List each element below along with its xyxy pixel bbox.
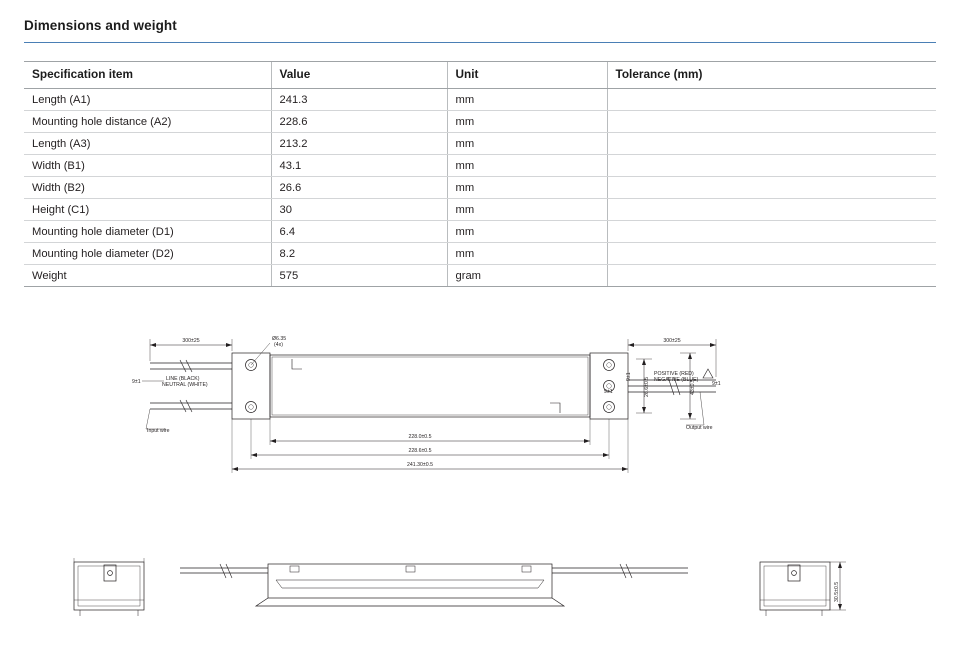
- cell-tolerance: [607, 111, 936, 133]
- column-header-tolerance: Tolerance (mm): [607, 62, 936, 89]
- label-output-wire-line2: NEGATIVE (BLUE): [654, 377, 699, 383]
- cell-unit: mm: [447, 221, 607, 243]
- column-header-unit: Unit: [447, 62, 607, 89]
- label-width-b1: 43±0.5: [690, 379, 696, 395]
- cell-value: 241.3: [271, 89, 447, 111]
- cell-tolerance: [607, 155, 936, 177]
- table-body: [24, 89, 936, 287]
- cell-item: Weight: [24, 265, 271, 287]
- label-input-caption: Input wire: [147, 428, 170, 434]
- cell-unit: mm: [447, 243, 607, 265]
- cell-value: 8.2: [271, 243, 447, 265]
- cell-value: 6.4: [271, 221, 447, 243]
- dimensions-table: [24, 61, 936, 287]
- label-dim-a2: 228.6±0.5: [408, 448, 432, 454]
- label-lead-left: 300±25: [182, 338, 200, 344]
- label-hole-count: (4x): [274, 342, 283, 348]
- table-row: [24, 221, 936, 243]
- table-row: [24, 243, 936, 265]
- technical-drawing-side-view: [60, 540, 860, 630]
- cell-item: Length (A3): [24, 133, 271, 155]
- cell-unit: mm: [447, 177, 607, 199]
- label-width-b2: 26.6±0.5: [644, 376, 650, 397]
- label-output-wire-line1: POSITIVE (RED): [654, 371, 694, 377]
- label-wire-right-dia: 9±1: [712, 381, 721, 387]
- section-header: [24, 18, 936, 43]
- cell-value: 228.6: [271, 111, 447, 133]
- cell-item: Width (B1): [24, 155, 271, 177]
- table-row: [24, 199, 936, 221]
- cell-tolerance: [607, 133, 936, 155]
- cell-unit: mm: [447, 199, 607, 221]
- table-header-row: [24, 62, 936, 89]
- cell-unit: mm: [447, 111, 607, 133]
- label-wire-left-dia: 9±1: [132, 379, 141, 385]
- cell-item: Mounting hole distance (A2): [24, 111, 271, 133]
- cell-item: Mounting hole diameter (D2): [24, 243, 271, 265]
- cell-item: Mounting hole diameter (D1): [24, 221, 271, 243]
- label-input-wire-line2: NEUTRAL (WHITE): [162, 382, 208, 388]
- cell-value: 43.1: [271, 155, 447, 177]
- cell-value: 30: [271, 199, 447, 221]
- cell-item: Length (A1): [24, 89, 271, 111]
- table-row: [24, 111, 936, 133]
- cell-value: 26.6: [271, 177, 447, 199]
- cell-tolerance: [607, 265, 936, 287]
- column-header-specification-item: Specification item: [24, 62, 271, 89]
- cell-unit: gram: [447, 265, 607, 287]
- label-dim-a1: 241.30±0.5: [407, 462, 433, 468]
- cell-unit: mm: [447, 133, 607, 155]
- cell-tolerance: [607, 89, 936, 111]
- label-output-caption: Output wire: [686, 425, 713, 431]
- cell-item: Height (C1): [24, 199, 271, 221]
- label-right-dia-2: 9±1: [604, 389, 613, 395]
- cell-item: Width (B2): [24, 177, 271, 199]
- label-height-c1: 30.5±0.5: [834, 581, 840, 602]
- label-input-wire-line1: LINE (BLACK): [166, 376, 200, 382]
- cell-tolerance: [607, 199, 936, 221]
- title-divider: [24, 42, 936, 43]
- table-row: [24, 89, 936, 111]
- cell-unit: mm: [447, 155, 607, 177]
- cell-value: 213.2: [271, 133, 447, 155]
- cell-tolerance: [607, 243, 936, 265]
- cell-value: 575: [271, 265, 447, 287]
- cell-tolerance: [607, 221, 936, 243]
- column-header-value: Value: [271, 62, 447, 89]
- table-row: [24, 265, 936, 287]
- label-hole-diameter: Ø6.35: [272, 336, 287, 342]
- technical-drawing-plan-view: [120, 325, 740, 485]
- label-lead-right: 300±25: [663, 338, 681, 344]
- page-title: Dimensions and weight: [24, 18, 177, 33]
- label-dim-a3: 228.0±0.5: [408, 434, 432, 440]
- table-row: [24, 133, 936, 155]
- label-right-small: 9±1: [626, 372, 632, 381]
- table-row: [24, 177, 936, 199]
- cell-unit: mm: [447, 89, 607, 111]
- table-row: [24, 155, 936, 177]
- cell-tolerance: [607, 177, 936, 199]
